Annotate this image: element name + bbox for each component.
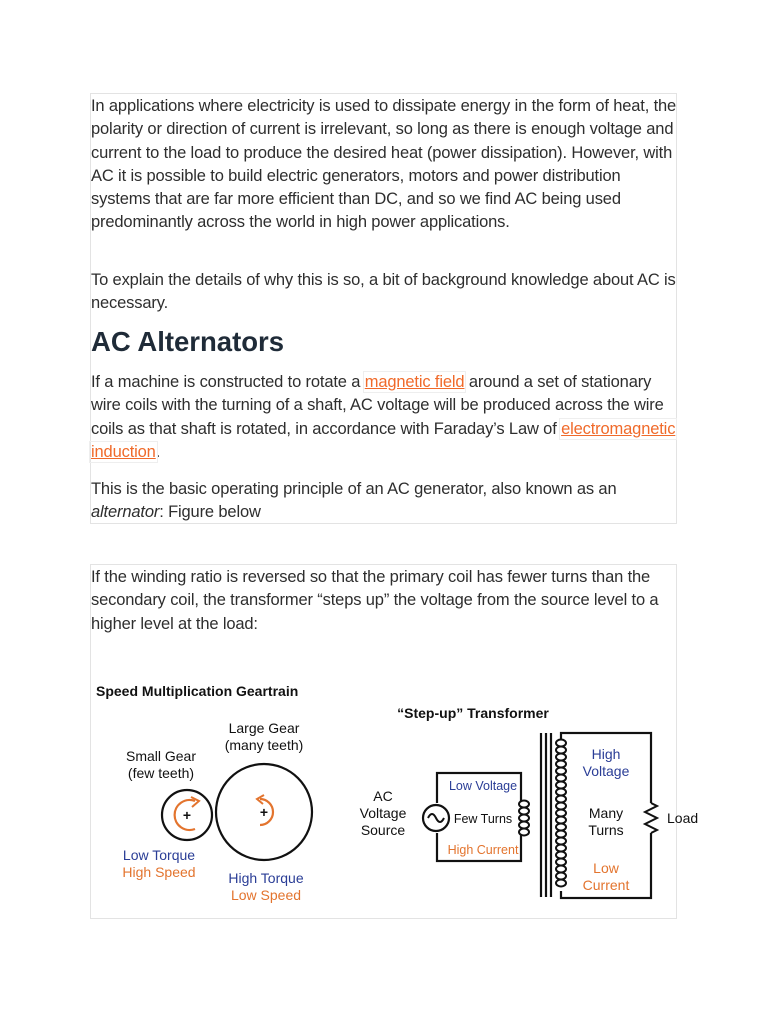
text-span: around a set of stationary wire coils with the turning of a shaft, AC voltage will be produced across the wire coils as that shaft is rotated, in accordance with Faraday’s Law of (91, 373, 664, 438)
secondary-turns-2: Turns (588, 822, 624, 838)
secondary-voltage-1: High (591, 746, 621, 762)
small-gear-torque: Low Torque (122, 847, 196, 863)
figure-geartrain-transformer (91, 675, 699, 915)
paragraph-background: To explain the details of why this is so, a bit of background knowledge about AC is necessary. (91, 271, 676, 313)
secondary-current-1: Low (593, 860, 619, 876)
paragraph-heat-dissipation: In applications where electricity is used to dissipate energy in the form of heat, the polarity or direction of current is irrelevant, so long as there is enough voltage and current to the load to produce the desired heat (power dissipation). However, with AC it is possible to build electric generators, motors and power distribution systems that are far more efficient than DC, and so we find AC being used predominantly across the world in high power applications. (91, 97, 677, 232)
link-magnetic-field[interactable]: magnetic field (364, 373, 465, 391)
text-span: . (155, 442, 161, 461)
load-label: Load (667, 810, 699, 826)
paragraph-step-up: If the winding ratio is reversed so that the primary coil has fewer turns than the secondary coil, the transformer “steps up” the voltage from the source level to a higher level at the load: (91, 568, 659, 633)
secondary-voltage-2: Voltage (582, 763, 630, 779)
geartrain-title: Speed Multiplication Geartrain (96, 683, 299, 699)
source-label-3: Source (360, 822, 406, 838)
link-electromagnetic-induction[interactable]: electromagnetic induction (91, 419, 676, 461)
text-alternator-italic: alternator (91, 503, 160, 522)
large-gear-torque: High Torque (228, 870, 304, 886)
small-gear-speed: High Speed (122, 864, 196, 880)
small-gear-axle: + (182, 807, 192, 823)
secondary-current-2: Current (582, 877, 630, 893)
source-label-1: AC (373, 788, 393, 804)
article-section-ac (90, 93, 677, 524)
arrowhead-icon (191, 797, 199, 807)
primary-current: High Current (447, 843, 519, 857)
secondary-turns-1: Many (588, 805, 624, 821)
article-section-transformer (90, 564, 699, 919)
small-gear-label-1: Small Gear (125, 748, 197, 764)
paragraph-alternator-principle (91, 371, 678, 464)
large-gear-label-1: Large Gear (228, 720, 300, 736)
transformer-title: “Step-up” Transformer (397, 705, 549, 721)
large-gear-label-2: (many teeth) (224, 737, 304, 753)
source-label-2: Voltage (359, 805, 407, 821)
paragraph-generator (91, 478, 678, 525)
text-span: : Figure below (159, 503, 261, 522)
heading-ac-alternators: AC Alternators (91, 326, 285, 357)
small-gear-label-2: (few teeth) (127, 765, 195, 781)
large-gear-axle: + (259, 804, 269, 820)
primary-voltage: Low Voltage (448, 779, 518, 793)
large-gear-speed: Low Speed (230, 887, 302, 903)
text-span: This is the basic operating principle of an AC generator, also known as an (91, 480, 617, 498)
text-span: If a machine is constructed to rotate a (91, 373, 365, 391)
primary-turns: Few Turns (453, 812, 513, 826)
